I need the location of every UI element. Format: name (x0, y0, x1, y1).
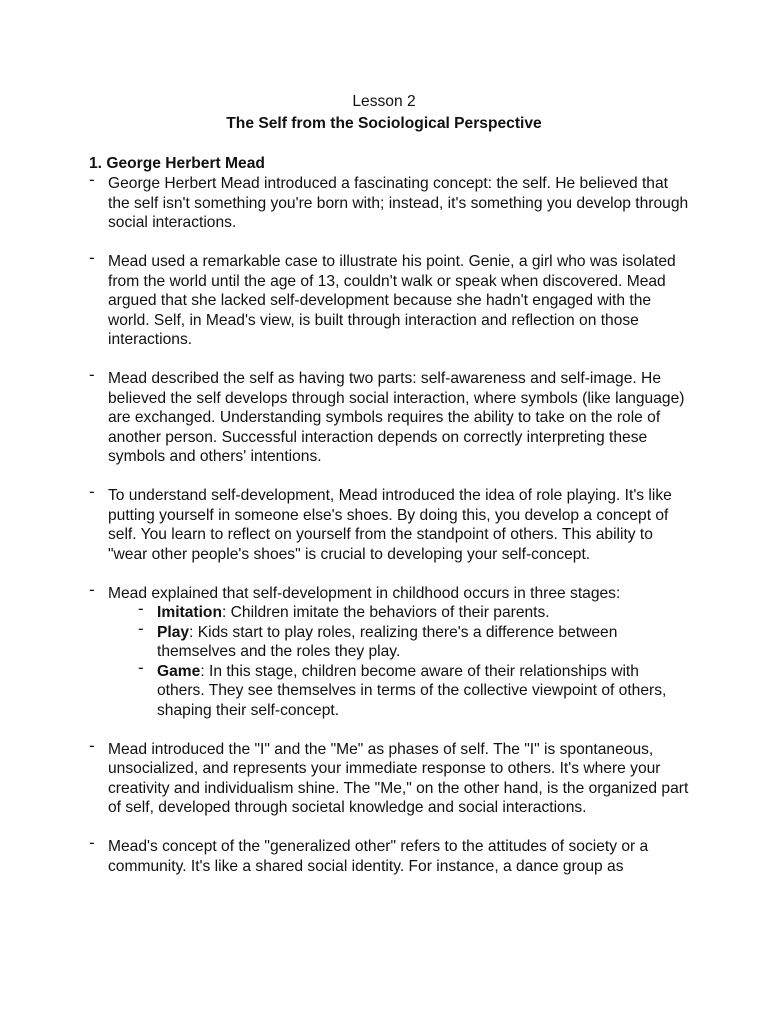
list-item (89, 482, 689, 564)
list-item (89, 833, 689, 876)
stage-term: Game (157, 662, 201, 680)
bullet-list (89, 170, 689, 896)
stage-item (108, 618, 689, 662)
stage-text: : In this stage, children become aware of their relationships with others. They see themselves in terms of the collective viewpoint of others, shaping their self-concept. (157, 662, 667, 719)
dash-bullet: - (89, 365, 95, 384)
list-item (89, 248, 689, 350)
stage-term: Imitation (157, 604, 222, 621)
dash-bullet: - (89, 482, 95, 501)
list-item (89, 735, 689, 818)
lesson-number: Lesson 2 (352, 93, 416, 110)
stage-text: : Kids start to play roles, realizing there's a difference between themselves and the roles they play. (157, 623, 618, 660)
list-item-text: George Herbert Mead introduced a fascinating concept: the self. He believed that the self isn't something you're born with; instead, it's something you develop through social interactions. (108, 175, 689, 231)
section-heading: 1. George Herbert Mead (89, 155, 265, 172)
list-item (89, 579, 689, 721)
stage-item (108, 599, 689, 623)
dash-bullet: - (89, 833, 95, 852)
dash-bullet: - (89, 170, 95, 189)
list-item-text: Mead's concept of the "generalized other" refers to the attitudes of society or a community. It's like a shared social identity. For instance, a dance group as (108, 838, 649, 875)
dash-bullet: - (138, 618, 144, 638)
dash-bullet: - (89, 579, 95, 599)
stage-text: : Children imitate the behaviors of their parents. (221, 604, 550, 621)
stage-list (108, 599, 689, 720)
list-item-text: Mead described the self as having two parts: self-awareness and self-image. He believed the self develops through social interaction, where symbols (like language) are exchanged. Understanding symbols requires the ability to take on the role of another person. Successful interaction depends on correctly interpreting these symbols and others' intentions. (108, 370, 685, 465)
dash-bullet: - (89, 248, 95, 267)
dash-bullet: - (138, 599, 144, 618)
list-item-text: Mead introduced the "I" and the "Me" as phases of self. The "I" is spontaneous, unsocialized, and represents your immediate response to others. It's where your creativity and individualism shine. The "Me," on the other hand, is the organized part of self, developed through societal knowledge and social interactions. (108, 740, 689, 816)
list-item-text: Mead used a remarkable case to illustrate his point. Genie, a girl who was isolated from the world until the age of 13, couldn't walk or speak when discovered. Mead argued that she lacked self-development because she hadn't engaged with the world. Self, in Mead's view, is built through interaction and reflection on those interactions. (108, 253, 676, 348)
document-title: The Self from the Sociological Perspective (226, 115, 542, 132)
dash-bullet: - (89, 735, 95, 755)
stage-term: Play (157, 623, 190, 641)
list-item (89, 170, 689, 233)
list-item-text: Mead explained that self-development in childhood occurs in three stages: (108, 584, 621, 602)
list-item-text: To understand self-development, Mead introduced the idea of role playing. It's like putting yourself in someone else's shoes. By doing this, you develop a concept of self. You learn to reflect on yourself from the standpoint of others. This ability to "wear other people's shoes" is crucial to developing your self-concept. (108, 487, 672, 563)
list-item (89, 365, 689, 467)
stage-item (108, 657, 689, 721)
dash-bullet: - (138, 657, 144, 677)
